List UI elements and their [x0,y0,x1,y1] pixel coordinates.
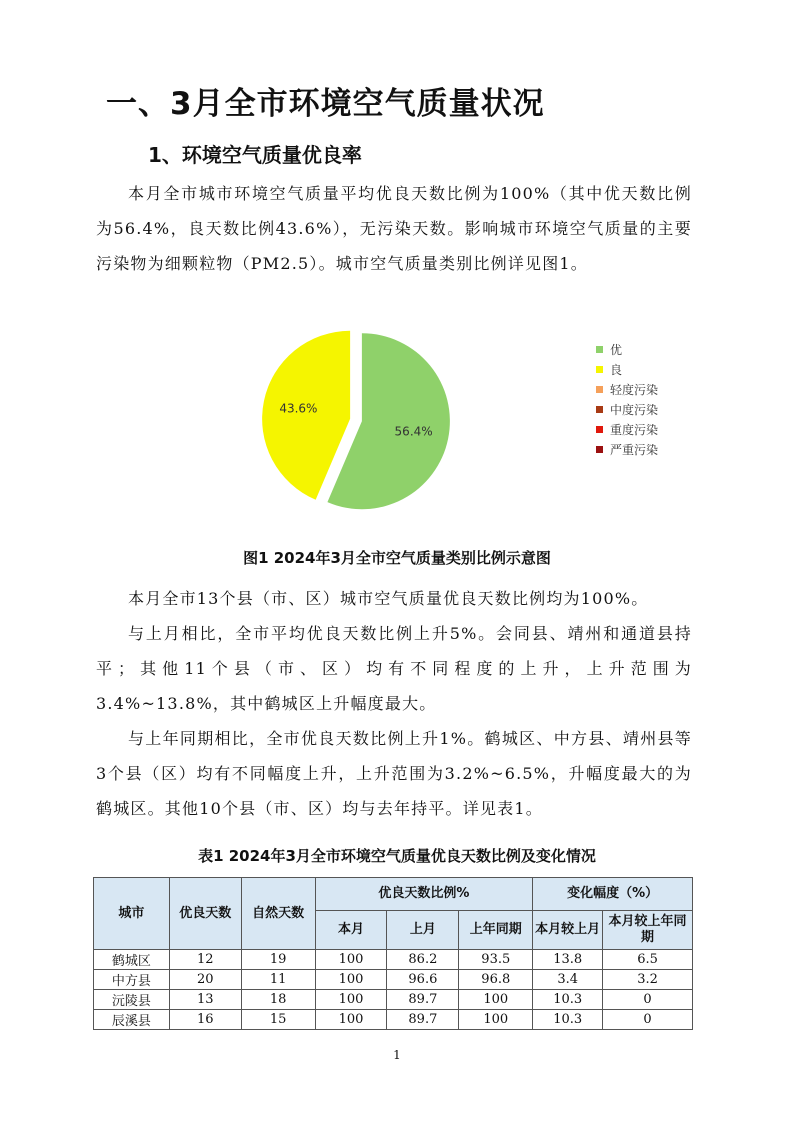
cell-natural-days: 19 [241,950,315,970]
pie-slice-1 [262,331,350,500]
header-vs-last-year: 本月较上年同期 [603,911,693,950]
legend-label-3: 中度污染 [610,403,659,417]
cell-last-month: 86.2 [387,950,459,970]
paragraph-summary: 本月全市城市环境空气质量平均优良天数比例为100%（其中优天数比例为56.4%，良天数比例43.6%），无污染天数。影响城市环境空气质量的主要污染物为细颗粒物（PM2.5）。城市空气质量类别比例详见图1。 [96,184,692,273]
legend-label-4: 重度污染 [610,423,659,437]
legend-label-1: 良 [610,363,623,377]
cell-city: 鹤城区 [94,950,170,970]
header-ratio-group: 优良天数比例% [315,878,533,911]
header-good-days: 优良天数 [169,878,241,950]
table-caption: 表1 2024年3月全市环境空气质量优良天数比例及变化情况 [198,847,596,865]
cell-vs-last-year: 0 [603,1010,693,1030]
air-quality-table [93,877,693,1030]
cell-this-month: 100 [315,1010,387,1030]
header-this-month: 本月 [315,911,387,950]
legend-swatch-0 [596,346,603,353]
cell-natural-days: 15 [241,1010,315,1030]
air-quality-pie-chart [250,316,690,526]
cell-vs-last-month: 10.3 [533,990,603,1010]
legend-swatch-2 [596,386,603,393]
cell-good-days: 13 [169,990,241,1010]
cell-this-month: 100 [315,970,387,990]
cell-this-month: 100 [315,990,387,1010]
legend-label-0: 优 [610,343,623,357]
cell-vs-last-month: 10.3 [533,1010,603,1030]
legend-label-2: 轻度污染 [610,383,659,397]
pie-label-1: 43.6% [279,401,318,416]
cell-vs-last-year: 6.5 [603,950,693,970]
cell-last-year: 100 [459,1010,533,1030]
header-vs-last-month: 本月较上月 [533,911,603,950]
page-number: 1 [393,1048,401,1062]
cell-vs-last-month: 3.4 [533,970,603,990]
table-row [94,1010,693,1030]
cell-city: 中方县 [94,970,170,990]
table-row [94,990,693,1010]
subsection-heading: 1、环境空气质量优良率 [148,143,362,167]
cell-vs-last-year: 0 [603,990,693,1010]
cell-last-year: 96.8 [459,970,533,990]
legend-swatch-1 [596,366,603,373]
cell-natural-days: 18 [241,990,315,1010]
legend-swatch-3 [596,406,603,413]
cell-city: 沅陵县 [94,990,170,1010]
header-last-year: 上年同期 [459,911,533,950]
cell-vs-last-month: 13.8 [533,950,603,970]
header-change-group: 变化幅度（%） [533,878,693,911]
paragraph-year-compare: 与上年同期相比，全市优良天数比例上升1%。鹤城区、中方县、靖州县等3个县（区）均有不同幅度上升，上升范围为3.2%~6.5%，升幅度最大的为鹤城区。其他10个县（市、区）均与去年持平。详见表1。 [96,729,692,818]
paragraph-counties: 本月全市13个县（市、区）城市空气质量优良天数比例均为100%。 [128,589,649,608]
cell-last-month: 89.7 [387,990,459,1010]
header-city: 城市 [94,878,170,950]
cell-good-days: 16 [169,1010,241,1030]
table-row [94,950,693,970]
cell-city: 辰溪县 [94,1010,170,1030]
header-natural-days: 自然天数 [241,878,315,950]
legend-swatch-5 [596,446,603,453]
paragraph-month-compare: 与上月相比，全市平均优良天数比例上升5%。会同县、靖州和通道县持平；其他11个县（市、区）均有不同程度的上升，上升范围为3.4%~13.8%，其中鹤城区上升幅度最大。 [96,624,692,713]
cell-last-year: 100 [459,990,533,1010]
cell-vs-last-year: 3.2 [603,970,693,990]
header-last-month: 上月 [387,911,459,950]
figure-caption: 图1 2024年3月全市空气质量类别比例示意图 [243,549,551,567]
cell-last-month: 96.6 [387,970,459,990]
legend-label-5: 严重污染 [610,443,659,457]
section-heading: 一、3月全市环境空气质量状况 [106,86,545,122]
cell-last-year: 93.5 [459,950,533,970]
cell-good-days: 20 [169,970,241,990]
cell-natural-days: 11 [241,970,315,990]
cell-last-month: 89.7 [387,1010,459,1030]
legend-swatch-4 [596,426,603,433]
pie-label-0: 56.4% [394,424,433,439]
table-row [94,970,693,990]
cell-good-days: 12 [169,950,241,970]
cell-this-month: 100 [315,950,387,970]
